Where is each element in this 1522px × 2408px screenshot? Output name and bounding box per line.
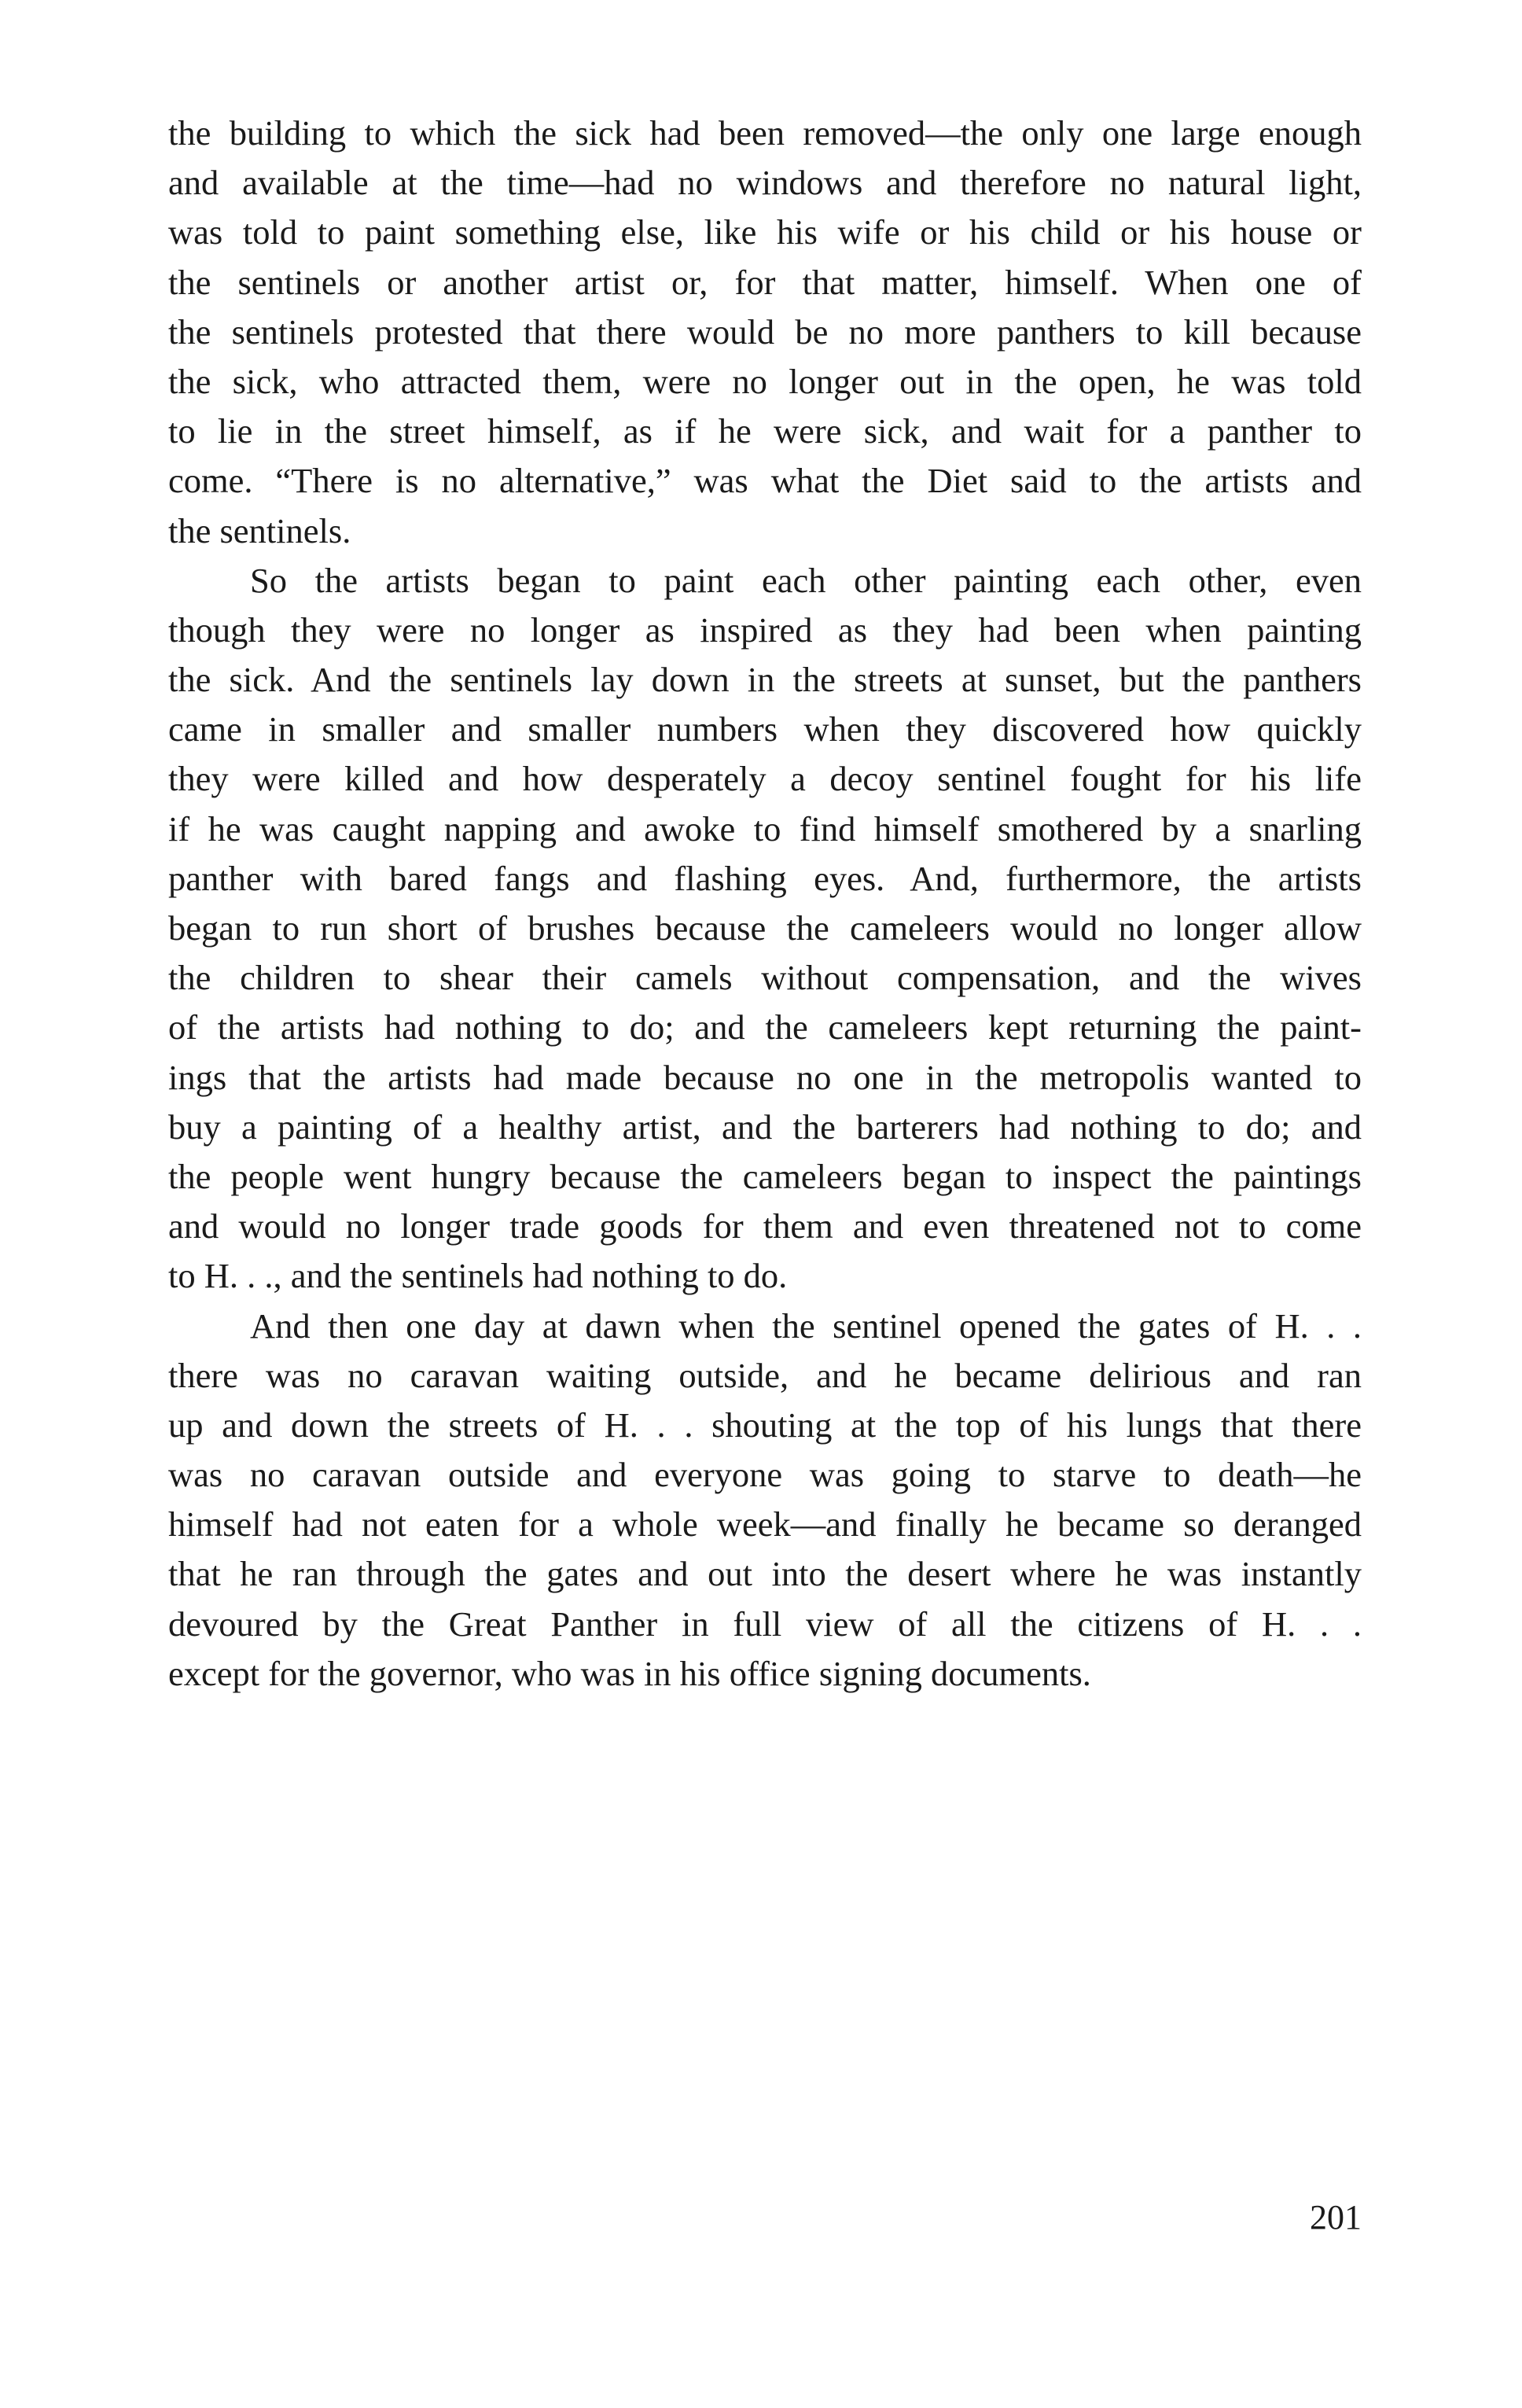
text-line: So the artists began to paint each other painting each other, even xyxy=(250,560,1362,600)
text-line: devoured by the Great Panther in full view of all the citizens of H. . . xyxy=(168,1603,1362,1644)
text-line: that he ran through the gates and out into the desert where he was instantly xyxy=(168,1554,1362,1594)
text-line: was told to paint something else, like his wife or his child or his house or xyxy=(168,212,1362,252)
body-text xyxy=(168,109,1362,1699)
text-line: the sentinels or another artist or, for that matter, himself. When one of xyxy=(168,262,1362,302)
text-line: came in smaller and smaller numbers when they discovered how quickly xyxy=(168,709,1362,749)
text-line: and available at the time—had no windows and therefore no natural light, xyxy=(168,163,1362,203)
text-line: to lie in the street himself, as if he were sick, and wait for a panther to xyxy=(168,411,1362,451)
text-line: panther with bared fangs and flashing eyes. And, furthermore, the artists xyxy=(168,858,1362,898)
text-line: of the artists had nothing to do; and the cameleers kept returning the paint- xyxy=(168,1007,1362,1048)
text-line: though they were no longer as inspired as they had been when painting xyxy=(168,609,1362,650)
text-line: ings that the artists had made because no one in the metropolis wanted to xyxy=(168,1057,1362,1097)
text-line: began to run short of brushes because the cameleers would no longer allow xyxy=(168,908,1362,948)
text-line: there was no caravan waiting outside, and he became delirious and ran xyxy=(168,1355,1362,1395)
text-line: buy a painting of a healthy artist, and the barterers had nothing to do; and xyxy=(168,1106,1362,1147)
text-line: they were killed and how desperately a decoy sentinel fought for his life xyxy=(168,759,1362,799)
text-line: the children to shear their camels without compensation, and the wives xyxy=(168,958,1362,998)
text-line: And then one day at dawn when the sentinel opened the gates of H. . . xyxy=(250,1305,1362,1346)
text-line: the sentinels protested that there would be no more panthers to kill because xyxy=(168,311,1362,352)
text-line: except for the governor, who was in his office signing documents. xyxy=(168,1653,1091,1693)
page-number: 201 xyxy=(1310,2198,1362,2237)
text-line: was no caravan outside and everyone was going to starve to death—he xyxy=(168,1455,1362,1495)
text-line: the people went hungry because the cameleers began to inspect the paintings xyxy=(168,1156,1362,1196)
text-line: and would no longer trade goods for them and even threatened not to come xyxy=(168,1206,1362,1246)
text-line: the sick, who attracted them, were no longer out in the open, he was told xyxy=(168,361,1362,401)
text-line: if he was caught napping and awoke to find himself smothered by a snarling xyxy=(168,808,1362,849)
text-line: himself had not eaten for a whole week—and finally he became so deranged xyxy=(168,1504,1362,1545)
paragraph xyxy=(168,1302,1362,1699)
paragraph xyxy=(168,109,1362,556)
text-line: the sentinels. xyxy=(168,510,351,550)
text-line: up and down the streets of H. . . shouting at the top of his lungs that there xyxy=(168,1405,1362,1445)
paragraph xyxy=(168,556,1362,1302)
text-line: to H. . ., and the sentinels had nothing to do. xyxy=(168,1256,788,1296)
text-line: come. “There is no alternative,” was what the Diet said to the artists and xyxy=(168,461,1362,501)
text-line: the building to which the sick had been removed—the only one large enough xyxy=(168,113,1362,153)
text-line: the sick. And the sentinels lay down in the streets at sunset, but the panthers xyxy=(168,660,1362,700)
